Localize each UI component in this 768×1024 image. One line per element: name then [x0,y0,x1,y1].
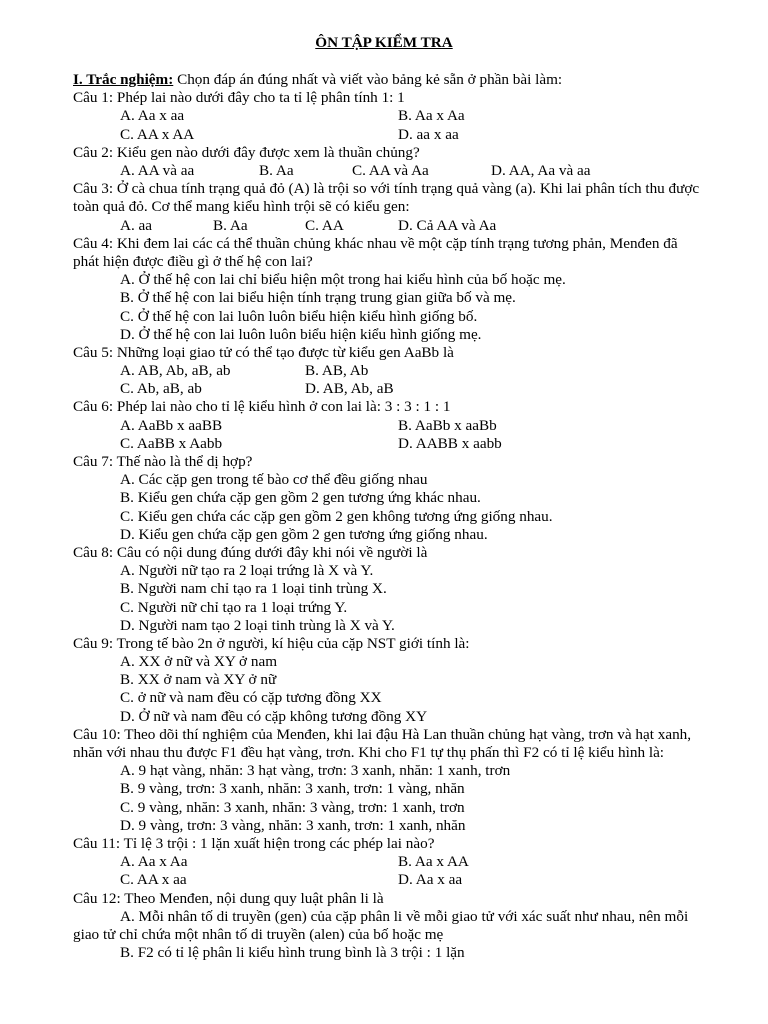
question-5: Câu 5: Những loại giao tử có thể tạo được từ kiểu gen AaBb là [73,343,454,361]
q10-option-b: B. 9 vàng, trơn: 3 xanh, nhăn: 3 xanh, trơn: 1 vàng, nhăn [120,780,465,798]
q1-options-row-1 [73,107,703,125]
quiz-content [73,71,703,962]
q6-options-row-2 [73,435,703,453]
question-6: Câu 6: Phép lai nào cho tỉ lệ kiểu hình ở con lai là: 3 : 3 : 1 : 1 [73,398,451,416]
question-7: Câu 7: Thế nào là thể dị hợp? [73,453,253,470]
section-instruction: Chọn đáp án đúng nhất và viết vào bảng kẻ sẵn ở phần bài làm: [173,71,563,88]
q12-option-b: B. F2 có tỉ lệ phân li kiểu hình trung bình là 3 trội : 1 lặn [120,944,465,962]
q6-option-b: B. AaBb x aaBb [398,416,497,434]
question-1: Câu 1: Phép lai nào dưới đây cho ta tỉ lệ phân tính 1: 1 [73,89,405,107]
q7-option-a: A. Các cặp gen trong tế bào cơ thể đều giống nhau [120,471,428,489]
q3-options-row [73,217,703,235]
q11-options-row-1 [73,853,703,871]
q5-option-d: D. AB, Ab, aB [305,380,394,398]
q6-option-c: C. AaBB x Aabb [120,434,223,452]
q11-options-row-2 [73,871,703,889]
q2-options-row [73,162,703,180]
q10-option-a: A. 9 hạt vàng, nhăn: 3 hạt vàng, trơn: 3 xanh, nhăn: 1 xanh, trơn [120,762,511,780]
q1-option-c: C. AA x AA [120,125,195,143]
q8-option-a: A. Người nữ tạo ra 2 loại trứng là X và Y. [120,562,374,580]
q10-option-d: D. 9 vàng, trơn: 3 vàng, nhăn: 3 xanh, trơn: 1 xanh, nhăn [120,816,466,834]
page-title: ÔN TẬP KIỂM TRA [315,34,453,51]
q9-option-b: B. XX ở nam và XY ở nữ [120,671,277,689]
q4-option-a: A. Ở thế hệ con lai chỉ biểu hiện một trong hai kiểu hình của bố hoặc mẹ. [120,271,566,289]
question-4: Câu 4: Khi đem lai các cá thể thuần chủng khác nhau về một cặp tính trạng tương phản, Menđen đã phát hiện được điều gì ở thế hệ con lai? [73,234,678,270]
q2-option-b: B. Aa [259,161,294,179]
q3-option-c: C. AA [305,216,344,234]
q2-option-c: C. AA và Aa [352,161,429,179]
q11-option-c: C. AA x aa [120,871,187,889]
q3-option-d: D. Cả AA và Aa [398,216,497,234]
q4-option-b: B. Ở thế hệ con lai biểu hiện tính trạng trung gian giữa bố và mẹ. [120,289,516,307]
q10-option-c: C. 9 vàng, nhăn: 3 xanh, nhăn: 3 vàng, trơn: 1 xanh, trơn [120,798,465,816]
question-12: Câu 12: Theo Menđen, nội dung quy luật phân li là [73,889,384,907]
q4-option-c: C. Ở thế hệ con lai luôn luôn biểu hiện kiểu hình giống bố. [120,307,478,325]
q1-options-row-2 [73,126,703,144]
q7-option-b: B. Kiểu gen chứa cặp gen gồm 2 gen tương ứng khác nhau. [120,489,481,507]
q9-option-a: A. XX ở nữ và XY ở nam [120,653,278,671]
q3-option-b: B. Aa [213,216,248,234]
question-3: Câu 3: Ở cà chua tính trạng quả đỏ (A) là trội so với tính trạng quả vàng (a). Khi lai phân tích thu được toàn quả đỏ. Cơ thể mang kiểu hình trội sẽ có kiểu gen: [73,180,700,216]
q9-option-c: C. ở nữ và nam đều có cặp tương đồng XX [120,689,382,707]
q5-option-a: A. AB, Ab, aB, ab [120,362,231,380]
q11-option-a: A. Aa x Aa [120,853,188,871]
q6-options-row-1 [73,417,703,435]
q2-option-d: D. AA, Aa và aa [491,161,591,179]
q5-option-b: B. AB, Ab [305,362,369,380]
q5-option-c: C. Ab, aB, ab [120,380,202,398]
q8-option-d: D. Người nam tạo 2 loại tinh trùng là X và Y. [120,616,395,634]
q1-option-a: A. Aa x aa [120,107,185,125]
q11-option-d: D. Aa x aa [398,871,463,889]
section-heading [73,71,703,89]
q1-option-d: D. aa x aa [398,125,459,143]
question-8: Câu 8: Câu có nội dung đúng dưới đây khi nói về người là [73,543,428,561]
q5-options-row-2 [73,380,703,398]
q7-option-c: C. Kiểu gen chứa các cặp gen gồm 2 gen không tương ứng giống nhau. [120,507,553,525]
q1-option-b: B. Aa x Aa [398,107,465,125]
q11-option-b: B. Aa x AA [398,853,469,871]
q8-option-b: B. Người nam chỉ tạo ra 1 loại tinh trùng X. [120,580,387,598]
question-9: Câu 9: Trong tế bào 2n ở người, kí hiệu của cặp NST giới tính là: [73,634,470,652]
q4-option-d: D. Ở thế hệ con lai luôn luôn biểu hiện kiểu hình giống mẹ. [120,325,482,343]
q6-option-d: D. AABB x aabb [398,434,502,452]
q7-option-d: D. Kiểu gen chứa cặp gen gồm 2 gen tương ứng giống nhau. [120,525,488,543]
question-2: Câu 2: Kiểu gen nào dưới đây được xem là thuần chủng? [73,143,420,161]
q6-option-a: A. AaBb x aaBB [120,416,223,434]
q5-options-row-1 [73,362,703,380]
question-10: Câu 10: Theo dõi thí nghiệm của Menđen, khi lai đậu Hà Lan thuần chủng hạt vàng, trơn và hạt xanh, nhăn với nhau thu được F1 đều hạt vàng, trơn. Khi cho F1 tự thụ phấn thì F2 có tỉ lệ kiểu hình là: [73,725,692,762]
q2-option-a: A. AA và aa [120,161,195,179]
q3-option-a: A. aa [120,216,153,234]
question-11: Câu 11: Tỉ lệ 3 trội : 1 lặn xuất hiện trong các phép lai nào? [73,834,435,852]
q12-option-a: A. Mỗi nhân tố di truyền (gen) của cặp phân li về mỗi giao tử với xác suất như nhau, nên mỗi giao tử chỉ chứa một nhân tố di truyền (alen) của bố hoặc mẹ [73,907,689,943]
q8-option-c: C. Người nữ chỉ tạo ra 1 loại trứng Y. [120,598,348,616]
q9-option-d: D. Ở nữ và nam đều có cặp không tương đồng XY [120,707,428,725]
section-label: I. Trắc nghiệm: [73,71,174,88]
